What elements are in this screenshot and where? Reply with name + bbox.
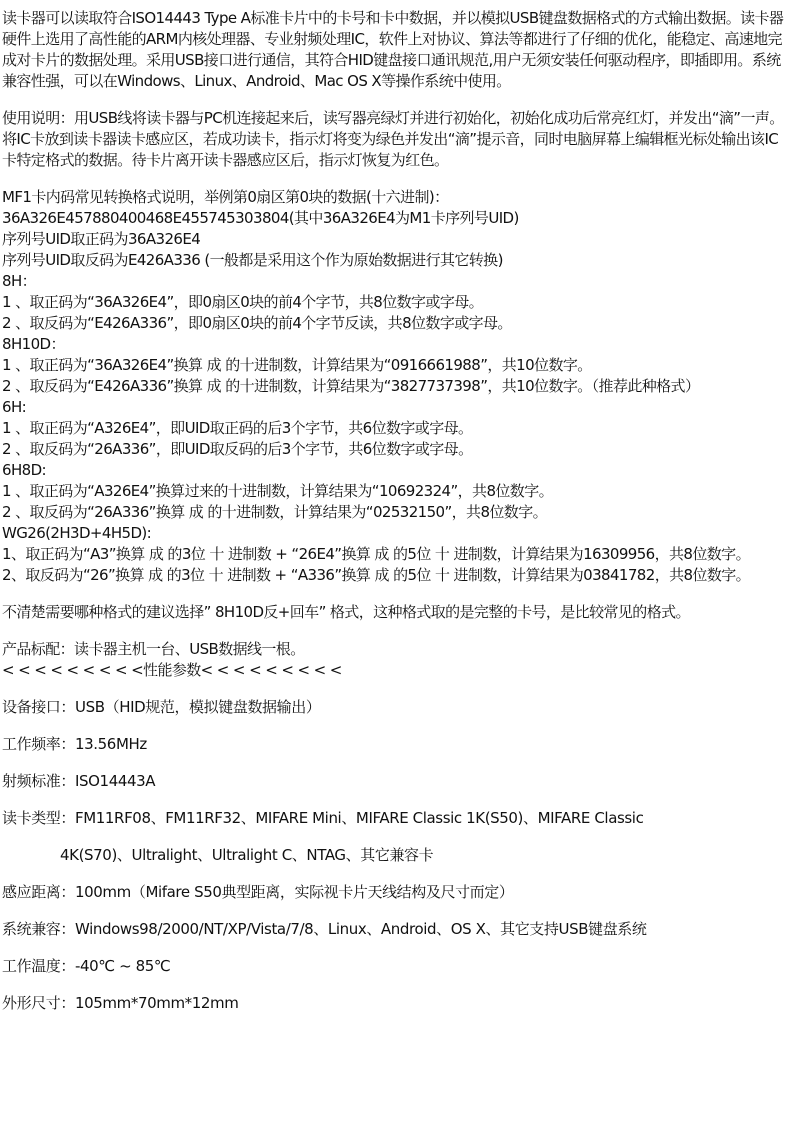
format-line: 2 、取反码为“26A336”换算 成 的十进制数，计算结果为“02532150”，共8位数字。 [2,503,548,521]
spec-card-types-continued: 4K(S70)、Ultralight、Ultralight C、NTAG、其它兼容卡 [60,846,434,864]
spec-dimensions: 外形尺寸：105mm*70mm*12mm [2,994,239,1012]
spec-header: < < < < < < < < <性能参数< < < < < < < < < [2,661,342,679]
format-advice: 不清楚需要哪种格式的建议选择” 8H10D反+回车” 格式，这种格式取的是完整的卡号，是比较常见的格式。 [2,603,690,621]
format-line: 2 、取反码为“26A336”，即UID取反码的后3个字节，共6位数字或字母。 [2,440,473,458]
spec-rf-standard: 射频标准：ISO14443A [2,772,156,790]
spec-temperature: 工作温度：-40℃ ~ 85℃ [2,957,171,975]
intro-paragraph: 读卡器可以读取符合ISO14443 Type A标准卡片中的卡号和卡中数据，并以模拟USB键盘数据格式的方式输出数据。读卡器硬件上选用了高性能的ARM内核处理器、专业射频处理IC，软件上对协议、算法等都进行了仔细的优化，能稳定、高速地完成对卡片的数据处理。采用USB接口进行通信，其符合HID键盘接口通讯规范,用户无须安装任何驱动程序，即插即用。系统兼容性强，可以在Windows、Linux、Android、Mac OS X等操作系统中使用。 [2,9,784,90]
format-line: MF1卡内码常见转换格式说明，举例第0扇区第0块的数据(十六进制)： [2,188,449,206]
spec-card-types: 读卡类型：FM11RF08、FM11RF32、MIFARE Mini、MIFARE Classic 1K(S50)、MIFARE Classic [2,809,644,827]
format-line: 1 、取正码为“36A326E4”换算 成 的十进制数，计算结果为“0916661988”，共10位数字。 [2,356,592,374]
format-heading: 6H8D: [2,461,46,479]
format-heading: 8H10D： [2,335,65,353]
format-line: 2 、取反码为“E426A336”，即0扇区0块的前4个字节反读，共8位数字或字母。 [2,314,512,332]
format-line: 2、取反码为“26”换算 成 的3位 十 进制数 + “A336”换算 成 的5位 十 进制数，计算结果为03841782，共8位数字。 [2,566,751,584]
format-line: 1 、取正码为“A326E4”换算过来的十进制数，计算结果为“10692324”，共8位数字。 [2,482,554,500]
format-heading: WG26(2H3D+4H5D): [2,524,152,542]
spec-compatibility: 系统兼容：Windows98/2000/NT/XP/Vista/7/8、Linux、Android、OS X、其它支持USB键盘系统 [2,920,647,938]
format-line: 1 、取正码为“36A326E4”，即0扇区0块的前4个字节，共8位数字或字母。 [2,293,484,311]
format-line: 2 、取反码为“E426A336”换算 成 的十进制数，计算结果为“3827737398”，共10位数字。（推荐此种格式） [2,377,700,395]
usage-paragraph: 使用说明：用USB线将读卡器与PC机连接起来后，读写器亮绿灯并进行初始化，初始化成功后常亮红灯，并发出“滴”一声。将IC卡放到读卡器读卡感应区，若成功读卡，指示灯将变为绿色并发出“滴”提示音，同时电脑屏幕上编辑框光标处输出该IC卡特定格式的数据。待卡片离开读卡器感应区后，指示灯恢复为红色。 [2,109,784,169]
format-line: 序列号UID取反码为E426A336 (一般都是采用这个作为原始数据进行其它转换) [2,251,503,269]
spec-interface: 设备接口：USB（HID规范，模拟键盘数据输出） [2,698,321,716]
package-contents: 产品标配：读卡器主机一台、USB数据线一根。 [2,640,305,658]
format-line: 1 、取正码为“A326E4”，即UID取正码的后3个字节，共6位数字或字母。 [2,419,473,437]
format-line: 序列号UID取正码为36A326E4 [2,230,201,248]
spec-frequency: 工作频率：13.56MHz [2,735,147,753]
format-line: 36A326E457880400468E455745303804(其中36A326E4为M1卡序列号UID) [2,209,519,227]
spec-read-distance: 感应距离：100mm（Mifare S50典型距离，实际视卡片天线结构及尺寸而定） [2,883,514,901]
format-line: 1、取正码为“A3”换算 成 的3位 十 进制数 + “26E4”换算 成 的5位 十 进制数，计算结果为16309956，共8位数字。 [2,545,750,563]
format-heading: 6H: [2,398,27,416]
format-heading: 8H： [2,272,37,290]
